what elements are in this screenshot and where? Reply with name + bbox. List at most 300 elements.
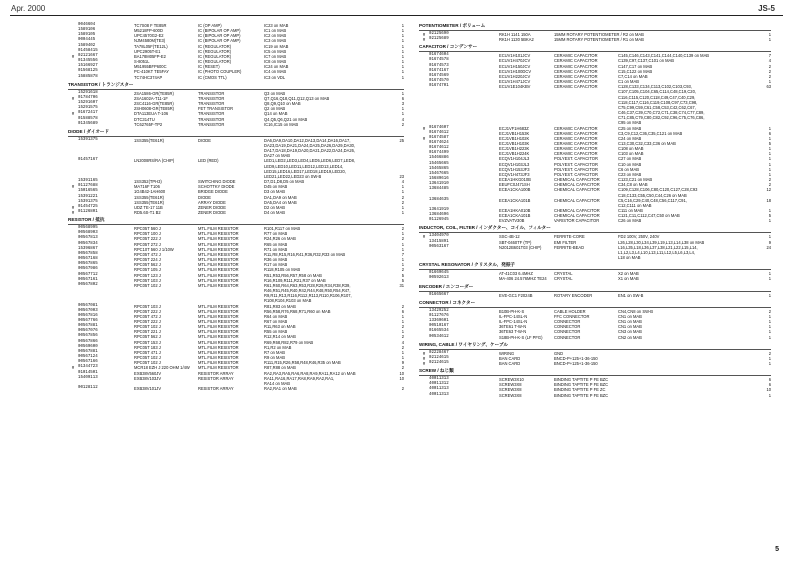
quantity: 10 bbox=[399, 375, 404, 381]
part-description: EEUFC0J471SH bbox=[499, 182, 530, 188]
part-number: 01126945 bbox=[429, 218, 449, 223]
part-number: 15291618 bbox=[78, 90, 98, 95]
part-number: 00534612 bbox=[429, 334, 449, 339]
parts-section bbox=[68, 82, 404, 127]
reference-designators: LED15,LED16,LED17,LED18,LED19,LED20, bbox=[264, 168, 346, 174]
part-description: SCREW3X10 bbox=[499, 377, 524, 383]
reference-designators: IC3 on MAB bbox=[264, 38, 287, 44]
parts-row bbox=[68, 386, 404, 391]
part-number: 01457167 bbox=[78, 158, 98, 163]
part-name: BINDING TAPTITE P FE ZC bbox=[554, 387, 606, 393]
reference-designators: C128,C133,C134,C113,C102,C103,C93, bbox=[618, 84, 692, 90]
reference-designators: LED1,LED2,LED3,LED4,LED5,LED6,LED7,LED8, bbox=[264, 158, 356, 164]
part-number: 01454725 bbox=[78, 204, 98, 209]
parts-row bbox=[419, 255, 771, 260]
reference-designators: L1,L2,L3,L4,L10,L13,L11,L12,L5,L6,L3,L4, bbox=[618, 249, 696, 255]
part-name: SCHOTTKY DIODE bbox=[198, 184, 235, 190]
part-number bbox=[429, 255, 499, 260]
parts-section bbox=[419, 342, 771, 366]
part-description: ECJ1VB1H224K bbox=[499, 151, 530, 157]
reference-designators: C1 on MAB bbox=[618, 79, 639, 85]
part-name: CHEMICAL CAPACITOR bbox=[554, 182, 600, 188]
part-number: 00567858 bbox=[78, 251, 98, 256]
part-description: 36TE63 T-W-N bbox=[499, 329, 527, 335]
quantity: 18 bbox=[766, 197, 771, 203]
new-part-mark: # bbox=[422, 37, 426, 43]
reference-designators: IC5 on MAB bbox=[264, 48, 287, 54]
reference-designators: R55 on MAB bbox=[264, 329, 288, 335]
part-number: 00563167 bbox=[429, 244, 449, 249]
part-number: 15291607 bbox=[78, 101, 98, 106]
reference-designators: FD2 100V, 250V, 240V bbox=[618, 234, 660, 240]
part-name: MTL.FILM RESISTOR bbox=[198, 241, 239, 247]
part-number: 15391221 bbox=[78, 194, 98, 199]
part-description: RPC05T 153 J bbox=[134, 339, 161, 345]
section-title: INDUCTOR, COIL, FILTER / インダクター、コイル、フィルター bbox=[419, 225, 551, 231]
quantity: 10 bbox=[766, 387, 771, 393]
quantity: 1 bbox=[768, 146, 771, 152]
part-name: DIODE bbox=[198, 137, 211, 143]
reference-designators: L16,L35,L18,L36,L37,L38,L21,L22,L15,L14, bbox=[618, 244, 698, 250]
part-description: 2SA1602A-T11-1F bbox=[134, 95, 168, 101]
part-description: BAN CARD bbox=[499, 360, 521, 366]
part-description: TC74HC374AP bbox=[134, 74, 163, 80]
part-description: RPC05T 102 J bbox=[134, 282, 161, 288]
new-part-mark: # bbox=[422, 360, 426, 366]
part-number: 13684696 bbox=[429, 213, 449, 218]
part-description: ECUV1E104KBV bbox=[499, 84, 531, 90]
quantity: 2 bbox=[768, 182, 771, 188]
section-divider bbox=[68, 89, 404, 90]
part-description: ECEA1CKA101B bbox=[499, 197, 531, 203]
part-description: IL-FPC-14SL-N bbox=[499, 313, 528, 319]
part-number: 13641910 bbox=[429, 182, 449, 187]
part-description: IL-FPC-14SL-N bbox=[499, 319, 528, 325]
part-description: RPC05T 562 J bbox=[134, 262, 161, 268]
part-description: SCREW3X8 bbox=[499, 382, 522, 388]
reference-designators: Q14 on MAB bbox=[264, 111, 288, 117]
quantity: 1 bbox=[768, 166, 771, 172]
part-name: MTL.FILM RESISTOR bbox=[198, 236, 239, 242]
reference-designators: CN4,CN8 on SW-B bbox=[618, 308, 653, 314]
part-description: RPC05T 472 J bbox=[134, 251, 161, 257]
parts-section bbox=[419, 44, 771, 223]
part-name: TRANSISTOR bbox=[198, 111, 225, 117]
part-name: FERRITE-CORE bbox=[554, 234, 585, 240]
quantity: 2 bbox=[768, 73, 771, 79]
part-number: 00567986 bbox=[78, 267, 98, 272]
reference-designators: R46,R51,R45,R40,R42,R44,R48,R50,R54,R47, bbox=[264, 288, 351, 294]
reference-designators: R64 on MAB bbox=[264, 313, 288, 319]
reference-designators: C5,C16,C29,C40,C48,C56,C117,C91, bbox=[618, 197, 687, 203]
quantity: 2 bbox=[768, 350, 771, 356]
parts-row bbox=[68, 122, 404, 127]
part-name: CONNECTOR bbox=[554, 324, 581, 330]
part-name: MTL.FILM RESISTOR bbox=[198, 355, 239, 361]
reference-designators: C107,C105,C104,C65,C114,C48,C19,C20, bbox=[618, 89, 696, 95]
part-name: IC (REGULATOR) bbox=[198, 59, 232, 65]
new-part-mark bbox=[419, 335, 429, 340]
part-name: BNCD-P+125+1-36-150 bbox=[554, 360, 598, 366]
part-name: MTL.FILM RESISTOR bbox=[198, 246, 239, 252]
reference-designators: IC8 on MAB bbox=[264, 59, 287, 65]
part-number: 01458415 bbox=[78, 48, 98, 53]
part-name: IC (PHOTO COUPLER) bbox=[198, 69, 242, 75]
part-description: RPC05T 103 J bbox=[134, 303, 161, 309]
quantity: 1 bbox=[768, 125, 771, 131]
quantity: 24 bbox=[766, 244, 771, 250]
part-number: 01674701 bbox=[429, 84, 449, 89]
part-description: RPC05T 562 J bbox=[134, 334, 161, 340]
quantity: 2 bbox=[401, 386, 404, 391]
part-name: IC (REGULATOR) bbox=[198, 48, 232, 54]
part-description: ECQV1H473JF3 bbox=[499, 171, 530, 177]
part-description: ECEA1HKA010B bbox=[499, 208, 531, 213]
part-name: GND bbox=[554, 350, 564, 356]
part-description: TA78L05F(TE12L) bbox=[134, 43, 168, 49]
part-description: ECEA1CKA101B bbox=[499, 213, 531, 219]
parts-section bbox=[419, 300, 771, 340]
quantity: 1 bbox=[768, 135, 771, 141]
part-number: 15396867 bbox=[78, 246, 98, 251]
part-number: 01126801 bbox=[78, 210, 98, 214]
section-divider bbox=[419, 30, 771, 31]
reference-designators: X2 on MAB bbox=[618, 271, 639, 277]
reference-designators: R16,R109,R111,R21,R37 on MAB bbox=[264, 277, 326, 283]
part-description: MCR18 EZH J 220 OHM 1/4W bbox=[134, 365, 190, 371]
reference-designators: R69,R68,R82,R79 on MAB bbox=[264, 339, 314, 345]
part-name: MTL.FILM RESISTOR bbox=[198, 303, 239, 309]
part-name: BINDING TAPTITE P FE BZC bbox=[554, 382, 609, 388]
quantity: 3 bbox=[401, 101, 404, 107]
part-name: MTL.FILM RESISTOR bbox=[198, 262, 239, 268]
part-description: DTA113EUA T-106 bbox=[134, 111, 169, 117]
quantity: 1 bbox=[401, 64, 404, 70]
part-number: 0004445 bbox=[78, 38, 96, 43]
part-name: MTL.FILM RESISTOR bbox=[198, 251, 239, 257]
part-number: 00567076 bbox=[78, 329, 98, 334]
quantity: 5 bbox=[401, 277, 404, 283]
part-name: CHEMICAL CAPACITOR bbox=[554, 187, 600, 193]
section-divider bbox=[419, 307, 771, 308]
part-number: 00567081 bbox=[78, 303, 98, 308]
reference-designators: C111 on MAB bbox=[618, 208, 643, 213]
part-number: 01674167 bbox=[429, 68, 449, 73]
part-number: 13415891 bbox=[429, 239, 449, 244]
quantity: 1 bbox=[401, 349, 404, 355]
part-name: CHEMICAL CAPACITOR bbox=[554, 197, 600, 203]
part-description: ECJ1VB1H153K bbox=[499, 130, 530, 136]
part-number: 01674612 bbox=[429, 146, 449, 151]
part-description: 1SS352(TPH3) bbox=[134, 179, 162, 185]
reference-designators: C118,C117,C116,C119,C108,C97,C73,C98, bbox=[618, 99, 698, 105]
part-number: 00567813 bbox=[78, 236, 98, 241]
quantity: 31 bbox=[399, 282, 404, 288]
quantity: 1 bbox=[401, 184, 404, 190]
part-number: 00568995 bbox=[78, 226, 98, 231]
part-name: RESISTOR ARRAY bbox=[198, 375, 234, 381]
part-name: BINDING TAPTITE P FE BZC bbox=[554, 392, 609, 398]
quantity: 1 bbox=[768, 271, 771, 277]
part-number: 00567161 bbox=[78, 277, 98, 282]
part-number: 00567865 bbox=[78, 262, 98, 267]
quantity: 2 bbox=[401, 121, 404, 127]
part-number: 00567866 bbox=[78, 339, 98, 344]
reference-designators: C139,C97,C137,C101 on MAB bbox=[618, 58, 674, 64]
part-number: 02228467 bbox=[429, 350, 449, 355]
part-description bbox=[499, 255, 554, 260]
part-name: IC (BIPOLAR OP AMP) bbox=[198, 38, 241, 44]
reference-designators: C7,C14 on MAB bbox=[618, 73, 648, 79]
reference-designators: RA14 on MAB bbox=[264, 380, 290, 386]
quantity: 1 bbox=[401, 74, 404, 80]
part-name: CERAMIC CAPACITOR bbox=[554, 79, 598, 85]
reference-designators: DA27 on MAB bbox=[264, 153, 290, 159]
quantity: 2 bbox=[401, 324, 404, 330]
part-number: 02125689 bbox=[429, 37, 449, 42]
part-name: CERAMIC CAPACITOR bbox=[554, 84, 598, 90]
part-name: MTL.FILM RESISTOR bbox=[198, 313, 239, 319]
part-name: POLYEST. CAPACITOR bbox=[554, 166, 598, 172]
part-description: MA716F T106 bbox=[134, 184, 160, 190]
part-name: IC (REGULATOR) bbox=[198, 43, 232, 49]
part-description: 1SS355(TE61R) bbox=[134, 199, 165, 205]
part-number: 00567766 bbox=[78, 318, 98, 323]
quantity: 25 bbox=[399, 137, 404, 143]
part-name: FET TRANSISTOR bbox=[198, 106, 234, 112]
part-number: 01674573 bbox=[429, 63, 449, 68]
part-name: IC (BIPOLAR OP AMP) bbox=[198, 28, 241, 34]
part-description: UPC2905T-E1 bbox=[134, 48, 161, 54]
reference-designators: CN3 on MAB bbox=[618, 329, 642, 335]
reference-designators: R24,R26 on MAB bbox=[264, 236, 296, 242]
quantity: 5 bbox=[401, 272, 404, 278]
section-title: RESISTOR / 抵抗 bbox=[68, 217, 105, 223]
part-name: TRANSISTOR bbox=[198, 121, 225, 127]
part-number: 00567003 bbox=[78, 308, 98, 313]
quantity: 1 bbox=[768, 208, 771, 213]
part-number: 15466886 bbox=[429, 156, 449, 161]
part-name: CERAMIC CAPACITOR bbox=[554, 63, 598, 69]
quantity: 2 bbox=[768, 308, 771, 314]
part-name: RESISTOR ARRAY bbox=[198, 386, 234, 391]
new-part-mark bbox=[68, 75, 78, 80]
reference-designators: IC4 on MAB bbox=[264, 69, 287, 75]
part-name: TRANSISTOR bbox=[198, 101, 225, 107]
part-number: 01784706 bbox=[78, 95, 98, 100]
quantity: 1 bbox=[768, 161, 771, 167]
part-description: M51955BFP600C bbox=[134, 64, 167, 70]
quantity: 1 bbox=[401, 231, 404, 237]
part-name: CRYSTAL bbox=[554, 276, 573, 282]
quantity: 1 bbox=[768, 324, 771, 330]
part-description: RD5.6S-T1 B2 bbox=[134, 210, 161, 215]
part-description: TC62765F-TP2 bbox=[134, 121, 163, 127]
quantity: 9 bbox=[768, 239, 771, 245]
part-description: ECEA1HKG010B bbox=[499, 177, 531, 183]
part-description: RPC10T 560 J 1/10W bbox=[134, 246, 174, 252]
reference-designators: R1,R2 on MAB bbox=[264, 344, 292, 350]
reference-designators: C116,C115,C120,C118,C49,C47,C40,C29, bbox=[618, 94, 696, 100]
part-number: 13404970 bbox=[429, 234, 449, 239]
part-description: 2SC4116-GR(TE85R) bbox=[134, 101, 174, 107]
part-name: IC (CMOS TTL) bbox=[198, 74, 227, 80]
part-number: 00567816 bbox=[78, 313, 98, 318]
part-number: 01672417 bbox=[78, 111, 98, 116]
quantity: 1 bbox=[401, 111, 404, 117]
part-description: 2SH0608-GR(TE85R) bbox=[134, 106, 175, 112]
part-description: BAN CARD bbox=[499, 355, 521, 361]
parts-row bbox=[419, 218, 771, 223]
part-name: IC (REGULATOR) bbox=[198, 53, 232, 59]
part-description: EVZVATV30B bbox=[499, 218, 525, 224]
part-name: BNCD-P+125+1-36-150 bbox=[554, 355, 598, 361]
part-description: RK1H 1130 5BKA2 bbox=[499, 37, 534, 43]
part-number: 15465665 bbox=[429, 161, 449, 166]
part-number: 00568903 bbox=[78, 231, 98, 236]
new-part-mark bbox=[419, 276, 429, 281]
part-description: TC7S08 F TE85R bbox=[134, 23, 167, 28]
part-name: FFC CONNECTOR bbox=[554, 313, 590, 319]
reference-designators: IC16,IC15 on MAB bbox=[264, 121, 299, 127]
part-description: RPC05T 222 J bbox=[134, 318, 161, 324]
part-description: RK1H 1141 150A bbox=[499, 32, 531, 37]
part-description: ECUV1H471JCV bbox=[499, 79, 531, 85]
quantity: 1 bbox=[401, 48, 404, 54]
section-title: CONNECTOR / コネクター bbox=[419, 299, 476, 305]
part-number: 00567881 bbox=[78, 324, 98, 329]
part-number: 01674624 bbox=[429, 140, 449, 145]
quantity: 4 bbox=[401, 116, 404, 122]
reference-designators: C46,C37,C39,C70,C72,C71,C38,C74,C77,C89, bbox=[618, 110, 705, 116]
part-description: AT-41C03 6.4MHZ bbox=[499, 271, 533, 277]
part-number: 02124615 bbox=[429, 360, 449, 365]
part-name: CONNECTOR bbox=[554, 319, 581, 325]
part-name: CERAMIC CAPACITOR bbox=[554, 140, 598, 146]
reference-designators: RA11,RA16,RA17,RA8,RA9,RA2,RA1, bbox=[264, 375, 335, 381]
reference-designators: R17 on MAB bbox=[264, 262, 288, 268]
reference-designators: R71 on MAB bbox=[264, 246, 288, 252]
part-description: SCREW3X8 bbox=[499, 392, 522, 398]
part-name: MTL.FILM RESISTOR bbox=[198, 277, 239, 283]
part-description: RPC05T 471 J bbox=[134, 349, 161, 355]
part-name: ARRAY DIODE bbox=[198, 199, 226, 205]
reference-designators: RA2,RA3,RA5,RA6,RA8,RA9,RA11,RA12 on MAB bbox=[264, 370, 356, 376]
section-divider bbox=[419, 51, 771, 52]
quantity: 1 bbox=[401, 318, 404, 324]
quantity: 1 bbox=[401, 38, 404, 44]
part-number: 15391165 bbox=[78, 179, 98, 184]
part-number: 00567802 bbox=[78, 282, 98, 287]
reference-designators: R12,R14 on MAB bbox=[264, 334, 296, 340]
part-name: ZENER DIODE bbox=[198, 210, 226, 215]
part-name: POLYEST. CAPACITOR bbox=[554, 161, 598, 167]
quantity: 1 bbox=[768, 218, 771, 224]
part-number: 00510167 bbox=[429, 324, 449, 329]
part-description: WIRING bbox=[499, 350, 515, 356]
reference-designators: C121,C11,C112,C47,C50 on MAB bbox=[618, 213, 680, 219]
reference-designators: C109,C128,C106,C80,C120,C127,C28,C93 bbox=[618, 187, 698, 193]
parts-row bbox=[419, 276, 771, 281]
part-description: RPC05T 102 J bbox=[134, 355, 161, 361]
reference-designators: C18,C133,C55,C50,C44,C26 on MAB bbox=[618, 192, 687, 198]
reference-designators: D4 on MAB bbox=[264, 210, 285, 215]
new-part-mark: # bbox=[422, 32, 426, 37]
part-number: 01674570 bbox=[429, 79, 449, 84]
part-description: S-8051L bbox=[134, 59, 150, 65]
new-part-mark: # bbox=[71, 210, 75, 215]
part-description: RPC05T 105 J bbox=[134, 267, 161, 273]
part-description: ECUV1H470JCV bbox=[499, 58, 531, 64]
part-name: ZENER DIODE bbox=[198, 204, 226, 210]
reference-designators: IC24 on MAB bbox=[264, 64, 289, 70]
quantity: 2 bbox=[401, 199, 404, 205]
part-number: 01674607 bbox=[429, 125, 449, 130]
part-description: N2012B601T03 (CHIP) bbox=[499, 244, 542, 250]
quantity: 9 bbox=[401, 360, 404, 366]
part-number: 01127688 bbox=[78, 184, 98, 189]
parts-section bbox=[419, 368, 771, 398]
part-number: 00567168 bbox=[78, 257, 98, 262]
reference-designators: IC3 on VDL bbox=[264, 74, 286, 80]
reference-designators: IC23 on MAB bbox=[264, 23, 289, 28]
parts-section bbox=[419, 262, 771, 281]
part-name: MTL.FILM RESISTOR bbox=[198, 257, 239, 263]
part-name: BINDING TAPTITE P FE BZC bbox=[554, 377, 609, 383]
part-number: 00128112 bbox=[78, 386, 98, 390]
part-name: MTL.FILM RESISTOR bbox=[198, 349, 239, 355]
part-description: 1SS355(TE61R) bbox=[134, 137, 165, 143]
quantity: 1 bbox=[401, 257, 404, 263]
part-number: 15409113 bbox=[78, 375, 98, 380]
part-description: ECQV1H104JL3 bbox=[499, 156, 530, 162]
part-name: MTL.FILM RESISTOR bbox=[198, 365, 239, 371]
new-part-mark bbox=[419, 293, 429, 298]
part-number: 00592613 bbox=[429, 276, 449, 281]
part-name: CHEMICAL CAPACITOR bbox=[554, 177, 600, 183]
part-number: 01014501 bbox=[78, 370, 98, 375]
part-number: 40011312 bbox=[429, 382, 449, 387]
part-number: 00567166 bbox=[78, 360, 98, 365]
reference-designators: IC7 on MAB bbox=[264, 53, 287, 59]
reference-designators: C71,C85,C79,C80,C82,C92,C96,C75,C76,C86, bbox=[618, 115, 705, 121]
quantity: 6 bbox=[401, 95, 404, 101]
part-number: 40011313 bbox=[429, 392, 449, 397]
part-name: MTL.FILM RESISTOR bbox=[198, 226, 239, 232]
reference-designators: R7 on MAB bbox=[264, 349, 285, 355]
reference-designators: R87,R88 on MAB bbox=[264, 365, 296, 371]
reference-designators: R65 on MAB bbox=[264, 241, 288, 247]
part-description: PC-410KT TE5FAY bbox=[134, 69, 170, 75]
part-description: RPC05T 102 J bbox=[134, 324, 161, 330]
header-rule bbox=[10, 15, 783, 16]
part-description: RPC05T 222 J bbox=[134, 308, 161, 314]
reference-designators: R111,R15,R26,R58,R48,R46,R35 on MAB bbox=[264, 360, 341, 366]
reference-designators: DA1,DA9 on MAB bbox=[264, 194, 297, 200]
reference-designators: C147,C17 on MAB bbox=[618, 63, 653, 69]
part-description: RPC05T 183 J bbox=[134, 344, 161, 350]
part-number: 01674569 bbox=[429, 73, 449, 78]
reference-designators: D7,D1,D8,D5 on MAB bbox=[264, 179, 305, 185]
reference-designators: R9,R11,R13,R116,R112,R113,R110,R106,R107, bbox=[264, 293, 352, 299]
part-description: ECJ1VB1H103K bbox=[499, 140, 530, 146]
reference-designators: D3 on MAB bbox=[264, 189, 285, 195]
reference-designators: DA17,DA18,DA19,DA20,DA21,DA22,DA24,DA26, bbox=[264, 148, 356, 154]
reference-designators: R67 on MAB bbox=[264, 318, 288, 324]
quantity: 1 bbox=[768, 37, 771, 43]
quantity: 5 bbox=[768, 213, 771, 219]
part-description: ECUV1H101JCV bbox=[499, 53, 531, 59]
